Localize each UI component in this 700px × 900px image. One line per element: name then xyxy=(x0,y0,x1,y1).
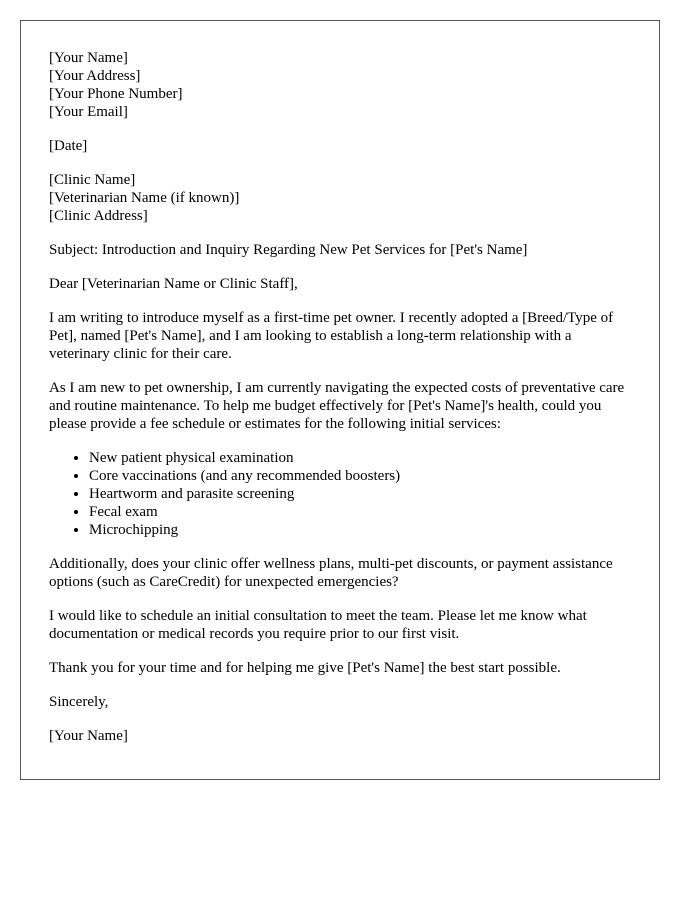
plans-paragraph: Additionally, does your clinic offer wellness plans, multi-pet discounts, or payment assistance options (such as CareCredit) for unexpected emergencies? xyxy=(49,556,613,590)
sender-email: [Your Email] xyxy=(49,104,128,120)
intro-paragraph: I am writing to introduce myself as a first-time pet owner. I recently adopted a [Breed/Type of Pet], named [Pet's Name], and I am looking to establish a long-term relationship with a veterinary clinic for their care. xyxy=(49,310,614,362)
sender-phone: [Your Phone Number] xyxy=(49,86,183,102)
costs-paragraph: As I am new to pet ownership, I am currently navigating the expected costs of preventative care and routine maintenance. To help me budget effectively for [Pet's Name]'s health, could you please provide a fee schedule or estimates for the following initial services: xyxy=(49,380,625,432)
list-item: • Heartworm and parasite screening xyxy=(89,485,631,503)
sender-address: [Your Address] xyxy=(49,68,141,84)
clinic-name: [Clinic Name] xyxy=(49,172,136,188)
thanks-paragraph: Thank you for your time and for helping me give [Pet's Name] the best start possible. xyxy=(49,660,561,676)
letter-page xyxy=(20,20,660,780)
list-item: • Core vaccinations (and any recommended boosters) xyxy=(89,467,631,485)
services-list xyxy=(49,449,631,539)
subject-line: Subject: Introduction and Inquiry Regarding New Pet Services for [Pet's Name] xyxy=(49,242,528,258)
signature: [Your Name] xyxy=(49,728,128,744)
list-item: • Microchipping xyxy=(89,521,631,539)
veterinarian-name: [Veterinarian Name (if known)] xyxy=(49,190,240,206)
salutation: Dear [Veterinarian Name or Clinic Staff], xyxy=(49,276,298,292)
sender-block xyxy=(49,49,631,121)
closing: Sincerely, xyxy=(49,694,109,710)
sender-name: [Your Name] xyxy=(49,50,128,66)
clinic-address: [Clinic Address] xyxy=(49,208,148,224)
consultation-paragraph: I would like to schedule an initial consultation to meet the team. Please let me know what documentation or medical records you require prior to our first visit. xyxy=(49,608,587,642)
date-line: [Date] xyxy=(49,138,88,154)
list-item: • Fecal exam xyxy=(89,503,631,521)
list-item: • New patient physical examination xyxy=(89,449,631,467)
recipient-block xyxy=(49,171,631,225)
